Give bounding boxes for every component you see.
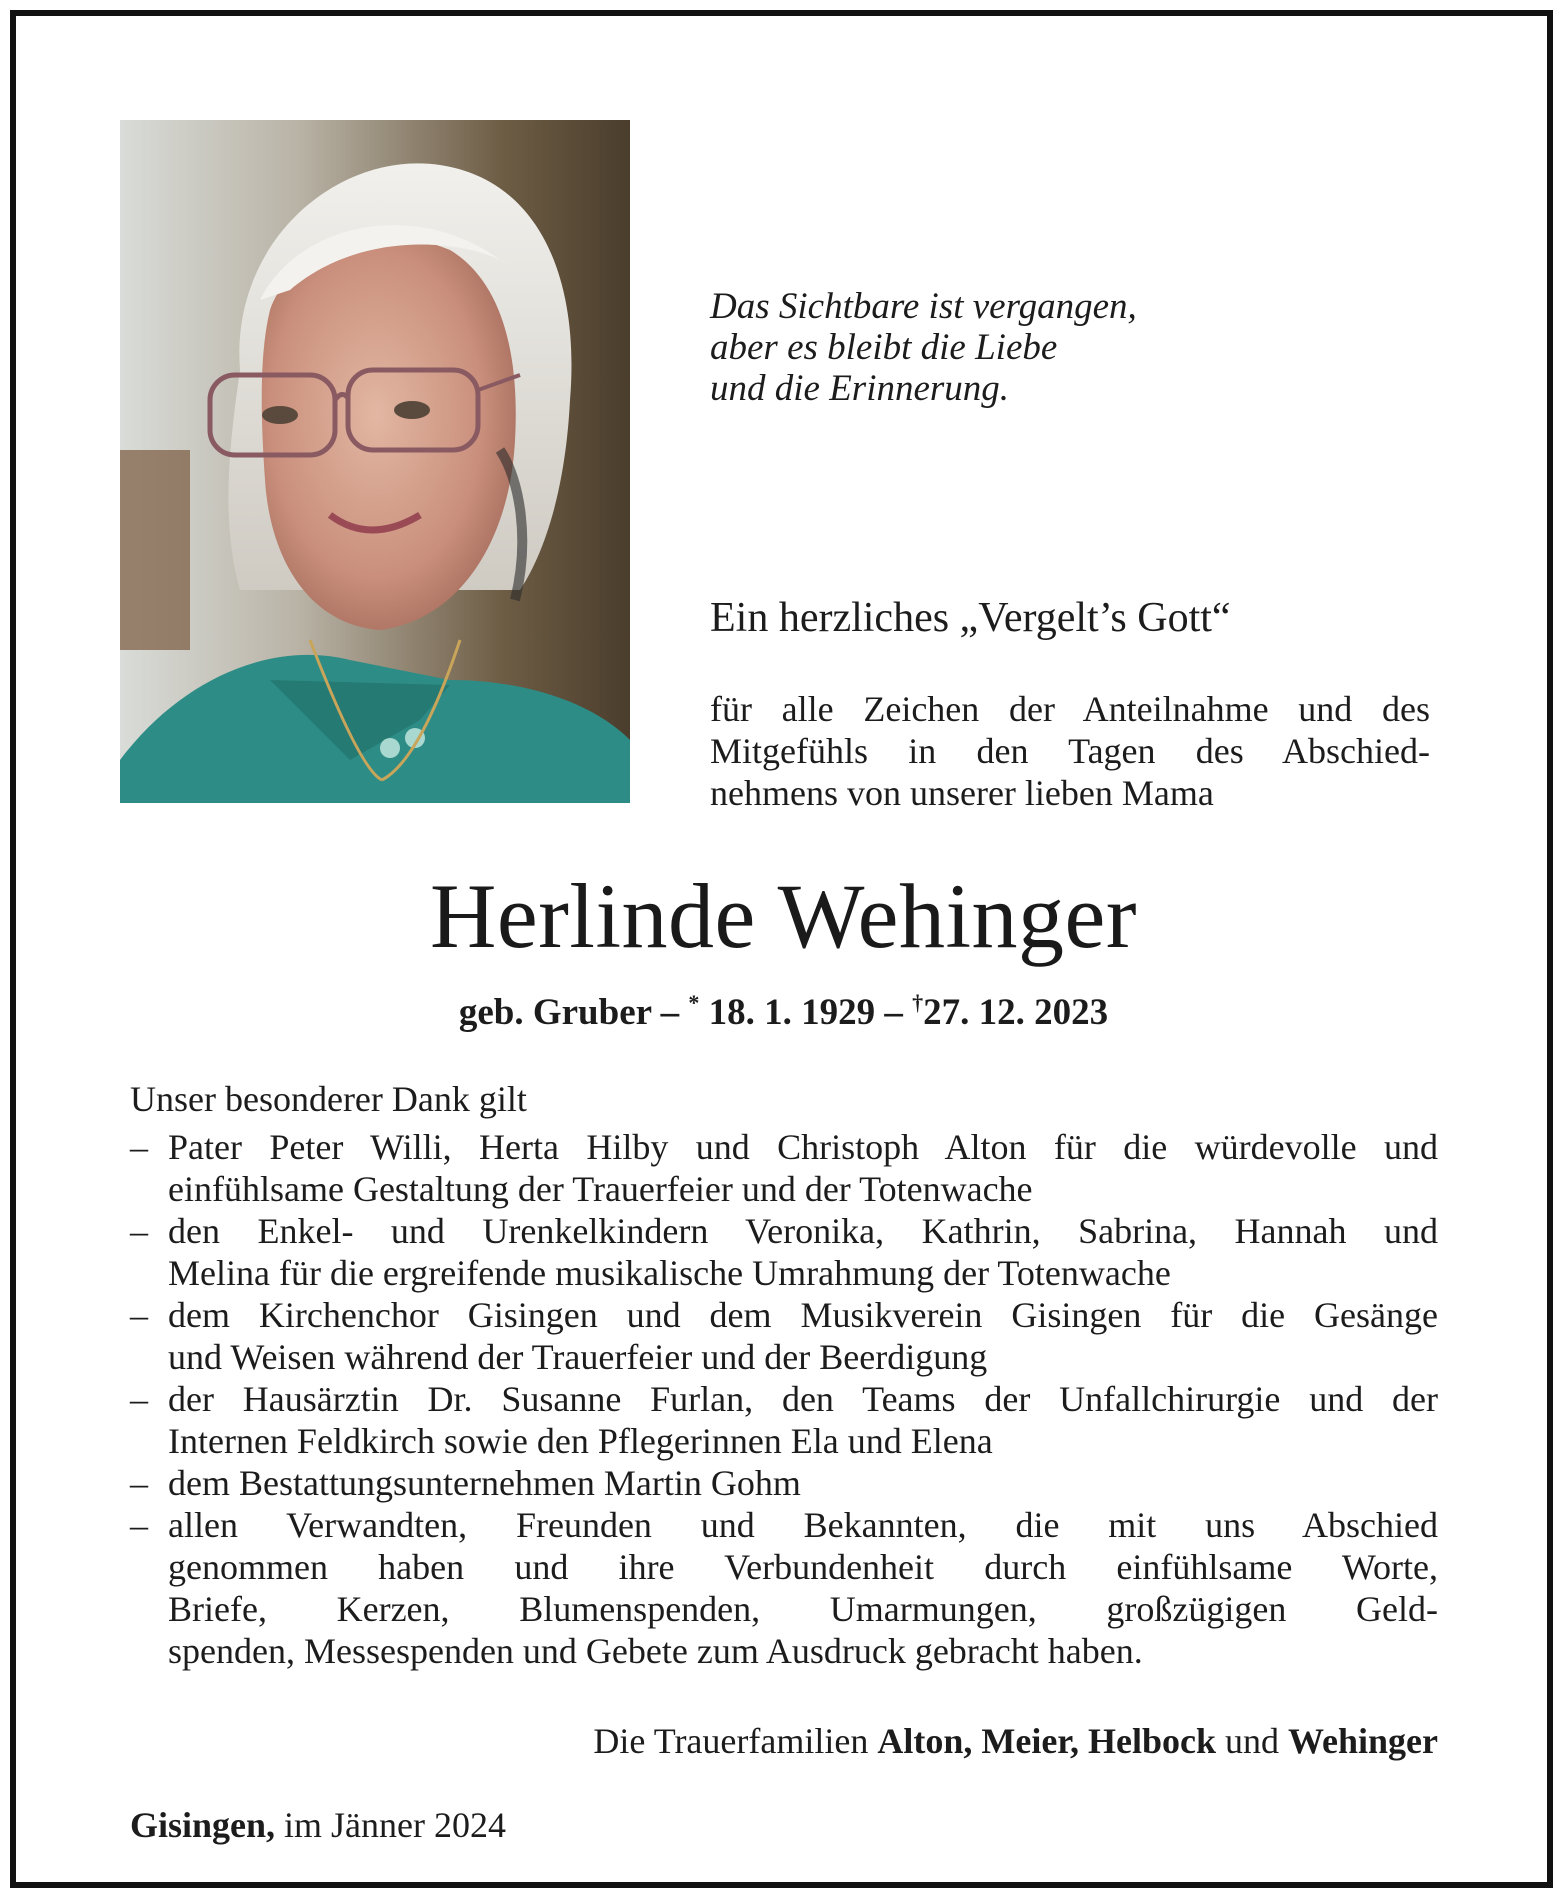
portrait-photo [120, 120, 630, 803]
family-name: Wehinger [1288, 1721, 1438, 1761]
families-and: und [1225, 1721, 1279, 1761]
dash-bullet: – [130, 1505, 148, 1545]
thanks-heading: Ein herzliches „Vergelt’s Gott“ [710, 595, 1231, 641]
death-symbol: † [912, 990, 924, 1015]
dash-bullet: – [130, 1295, 148, 1335]
deceased-name: Herlinde Wehinger [429, 865, 1138, 967]
families-prefix: Die Trauerfamilien [593, 1721, 878, 1761]
list-item [130, 1462, 1438, 1504]
dash-bullet: – [130, 1127, 148, 1167]
list-item-line: Briefe, Kerzen, Blumenspenden, Umarmungen, großzügigen Geld- [168, 1589, 1438, 1629]
thanks-line: nehmens von unserer lieben Mama [710, 773, 1214, 813]
list-item-line: allen Verwandten, Freunden und Bekannten, die mit uns Abschied [168, 1505, 1438, 1545]
birth-symbol: * [688, 990, 700, 1015]
dash-bullet: – [130, 1211, 148, 1251]
portrait-image [120, 120, 630, 803]
quote-line: und die Erinnerung. [710, 368, 1010, 409]
dank-list [130, 1126, 1438, 1672]
separator: – [651, 992, 689, 1033]
birth-date: 18. 1. 1929 [699, 992, 876, 1033]
dash-bullet: – [130, 1379, 148, 1419]
memorial-quote [710, 286, 1310, 409]
list-item-line: genommen haben und ihre Verbundenheit durch einfühlsame Worte, [168, 1547, 1438, 1587]
separator: – [875, 992, 913, 1033]
place-town: Gisingen, [130, 1805, 276, 1845]
list-item-line: dem Kirchenchor Gisingen und dem Musikverein Gisingen für die Gesänge [168, 1295, 1438, 1335]
family-name: Helbock [1087, 1721, 1216, 1761]
thanks-line: Mitgefühls in den Tagen des Abschied- [710, 731, 1430, 771]
thanks-text [710, 688, 1430, 814]
list-item-line: Internen Feldkirch sowie den Pflegerinnen Ela und Elena [168, 1421, 993, 1461]
dash-bullet: – [130, 1463, 148, 1503]
list-item [130, 1210, 1438, 1294]
thanks-line: für alle Zeichen der Anteilnahme und des [710, 689, 1430, 729]
list-item-line: der Hausärztin Dr. Susanne Furlan, den Teams der Unfallchirurgie und der [168, 1379, 1438, 1419]
list-item-line: und Weisen während der Trauerfeier und der Beerdigung [168, 1337, 988, 1377]
list-item-line: Pater Peter Willi, Herta Hilby und Christoph Alton für die würdevolle und [168, 1127, 1438, 1167]
list-item [130, 1504, 1438, 1672]
list-item-line: Melina für die ergreifende musikalische Umrahmung der Totenwache [168, 1253, 1171, 1293]
maiden-name: geb. Gruber [458, 992, 652, 1033]
dank-intro: Unser besonderer Dank gilt [130, 1079, 527, 1119]
list-item-line: einfühlsame Gestaltung der Trauerfeier und der Totenwache [168, 1169, 1033, 1209]
list-item [130, 1378, 1438, 1462]
list-item-line: spenden, Messespenden und Gebete zum Ausdruck gebracht haben. [168, 1631, 1143, 1671]
list-item-line: den Enkel- und Urenkelkindern Veronika, Kathrin, Sabrina, Hannah und [168, 1211, 1438, 1251]
place-date [130, 1804, 506, 1846]
list-item-line: dem Bestattungsunternehmen Martin Gohm [168, 1463, 801, 1503]
family-name: Alton, [877, 1721, 973, 1761]
quote-line: aber es bleibt die Liebe [710, 327, 1058, 368]
list-item [130, 1126, 1438, 1210]
family-name: Meier, [981, 1721, 1079, 1761]
death-date: 27. 12. 2023 [923, 992, 1109, 1033]
quote-line: Das Sichtbare ist vergangen, [710, 286, 1137, 327]
place-date-text: im Jänner 2024 [275, 1805, 507, 1845]
birth-death-dates [0, 990, 1567, 1034]
list-item [130, 1294, 1438, 1378]
families-signature [593, 1720, 1438, 1762]
